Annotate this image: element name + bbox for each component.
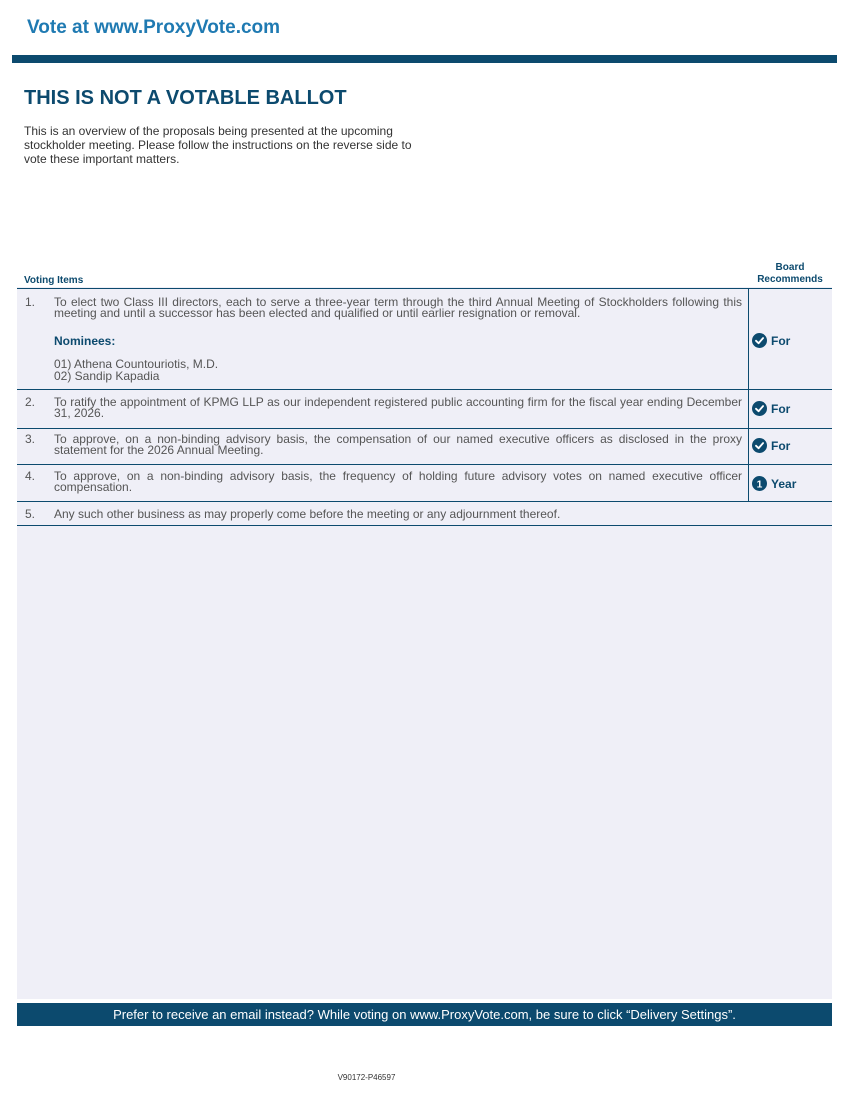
- item-number: 3.: [25, 432, 36, 446]
- row-divider-2: [17, 428, 832, 429]
- recommendation-4: [752, 476, 796, 491]
- board-header-line2: Recommends: [757, 274, 823, 285]
- recommend-column-divider: [748, 289, 749, 501]
- voting-items-panel: [17, 287, 832, 999]
- check-circle-icon: [752, 333, 767, 348]
- check-circle-icon: [752, 438, 767, 453]
- banner-text: Prefer to receive an email instead? While voting on www.ProxyVote.com, be sure to click “Delivery Settings”.: [113, 1007, 736, 1022]
- table-bottom-rule: [17, 525, 832, 526]
- item-text: To approve, on a non-binding advisory basis, the frequency of holding future advisory votes on named executive officer compensation.: [54, 469, 742, 494]
- recommendation-label: For: [771, 333, 791, 348]
- header-divider-bar: [12, 55, 837, 63]
- nominee-2: 02) Sandip Kapadia: [54, 369, 160, 383]
- check-circle-icon: [752, 401, 767, 416]
- page-title: THIS IS NOT A VOTABLE BALLOT: [24, 87, 347, 109]
- item-text: To elect two Class III directors, each to serve a three-year term through the third Annual Meeting of Stockholders following this meeting and until a successor has been elected and qualified or until earlier resignation or removal.: [54, 295, 742, 320]
- recommendation-label: For: [771, 438, 791, 453]
- recommendation-label: Year: [771, 476, 797, 491]
- intro-text: This is an overview of the proposals being presented at the upcoming stockholder meeting. Please follow the instructions on the reverse side to vote these important matters.: [24, 124, 412, 166]
- row-divider-3: [17, 464, 832, 465]
- item-number: 2.: [25, 395, 36, 409]
- number-one-circle-icon: [752, 476, 767, 491]
- table-top-rule: [17, 288, 832, 289]
- recommendation-2: [752, 401, 790, 416]
- item-text: Any such other business as may properly come before the meeting or any adjournment thereof.: [54, 507, 561, 521]
- voting-items-header: Voting Items: [24, 275, 84, 286]
- document-code: V90172-P46597: [337, 1073, 396, 1082]
- row-divider-4: [17, 501, 832, 502]
- number-one-text: 1: [756, 479, 763, 491]
- item-text: To ratify the appointment of KPMG LLP as our independent registered public accounting firm for the fiscal year ending December 31, 2026.: [54, 395, 742, 420]
- recommendation-label: For: [771, 401, 791, 416]
- item-number: 1.: [25, 295, 36, 309]
- vote-link[interactable]: Vote at www.ProxyVote.com: [27, 17, 281, 38]
- item-text: To approve, on a non-binding advisory basis, the compensation of our named executive officers as disclosed in the proxy statement for the 2026 Annual Meeting.: [54, 432, 742, 457]
- delivery-settings-banner: [17, 1003, 832, 1026]
- recommendation-1: [752, 333, 790, 348]
- nominee-1: 01) Athena Countouriotis, M.D.: [54, 357, 219, 371]
- nominees-label: Nominees:: [54, 334, 116, 348]
- recommendation-3: [752, 438, 790, 453]
- row-divider-1: [17, 389, 832, 390]
- board-recommends-header: [749, 262, 831, 286]
- board-header-line1: Board: [775, 262, 805, 273]
- item-number: 4.: [25, 469, 36, 483]
- item-number: 5.: [25, 507, 36, 521]
